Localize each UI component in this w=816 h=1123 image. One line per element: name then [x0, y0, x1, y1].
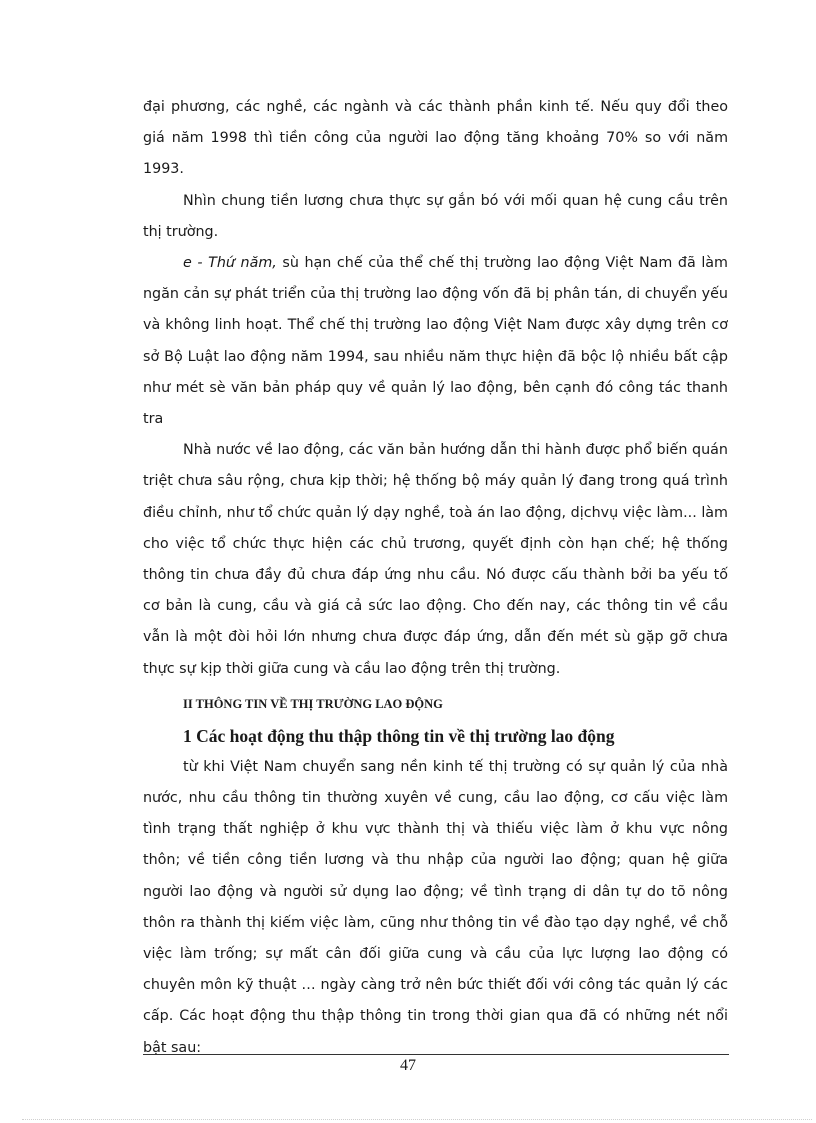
page-edge-dotted-line: [22, 1119, 812, 1120]
point-body: sù hạn chế của thể chế thị trường lao động Việt Nam đã làm ngăn cản sự phát triển của thị trường lao động vốn đã bị phân tán, di chuyển yếu và không linh hoạt. Thể chế thị trường lao động Việt Nam được xây dựng trên cơ sở Bộ Luật lao động năm 1994, sau nhiều năm thực hiện đã bộc lộ nhiều bất cập như mét sè văn bản pháp quy về quản lý lao động, bên cạnh đó công tác thanh tra: [143, 255, 728, 428]
section-heading: II THÔNG TIN VỀ THỊ TRƯỜNG LAO ĐỘNG: [183, 696, 443, 711]
paragraph-state-labor: Nhà nước về lao động, các văn bản hướng dẫn thi hành được phổ biến quán triệt chưa sâu rộng, chưa kịp thời; hệ thống bộ máy quản lý đang trong quá trình điều chỉnh, như tổ chức quản lý dạy nghề, toà án lao động, dịchvụ việc làm... làm cho việc tổ chức thực hiện các chủ trương, quyết định còn hạn chế; hệ thống thông tin chưa đầy đủ chưa đáp ứng nhu cầu. Nó được cấu thành bởi ba yếu tố cơ bản là cung, cầu và giá cả sức lao động. Cho đến nay, các thông tin về cầu vẫn là một đòi hỏi lớn nhưng chưa được đáp ứng, dẫn đến mét sù gặp gỡ chưa thực sự kịp thời giữa cung và cầu lao động trên thị trường.: [143, 442, 728, 677]
paragraph-continuation: đại phương, các nghề, các ngành và các thành phần kinh tế. Nếu quy đổi theo giá năm 1998 thì tiền công của người lao động tăng khoảng 70% so với năm 1993.: [143, 99, 728, 178]
subsection-heading: 1 Các hoạt động thu thập thông tin về thị trường lao động: [183, 725, 615, 746]
paragraph-fifth-point: [143, 248, 728, 435]
paragraph-wages-summary: Nhìn chung tiền lương chưa thực sự gắn bó với mối quan hệ cung cầu trên thị trường.: [143, 192, 728, 240]
page-number: 47: [400, 1057, 416, 1074]
footer-divider: [143, 1054, 729, 1055]
point-label: e - Thứ năm,: [183, 255, 277, 272]
paragraph-info-needs: từ khi Việt Nam chuyển sang nền kinh tế thị trường có sự quản lý của nhà nước, nhu cầu thông tin thường xuyên về cung, cầu lao động, cơ cấu việc làm tình trạng thất nghiệp ở khu vực thành thị và thiếu việc làm ở khu vực nông thôn; về tiền công tiền lương và thu nhập của người lao động; quan hệ giữa người lao động và người sử dụng lao động; về tình trạng di dân tự do tõ nông thôn ra thành thị kiếm việc làm, cũng như thông tin về đào tạo dạy nghề, về chỗ việc làm trống; sự mất cân đối giữa cung và cầu của lực lượng lao động có chuyên môn kỹ thuật … ngày càng trở nên bức thiết đối với công tác quản lý các cấp. Các hoạt động thu thập thông tin trong thời gian qua đã có những nét nổi bật sau:: [143, 758, 728, 1056]
page-body: [143, 92, 728, 1064]
